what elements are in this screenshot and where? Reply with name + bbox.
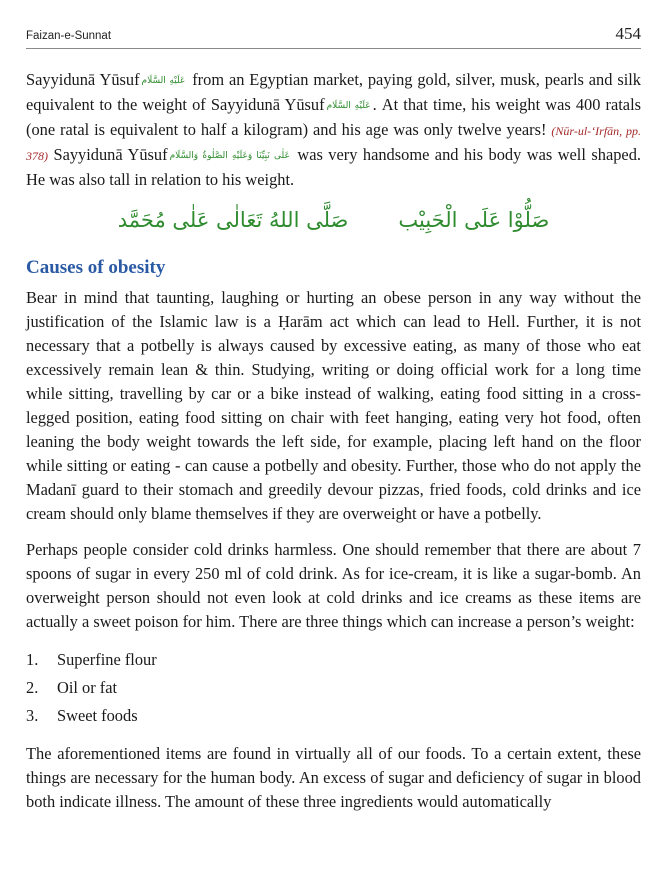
list-item (26, 702, 641, 730)
intro-text-1: Sayyidunā Yūsuf (26, 70, 140, 89)
intro-text-2: from an Egyptian market, paying gold, silver, musk, pearls and silk equivalent to the weight of Sayyidunā Yūsuf (26, 70, 641, 114)
honorific-2: عَلَيْهِ السَّلَام (326, 101, 371, 111)
intro-text-4: Sayyidunā Yūsuf (48, 145, 168, 164)
durood-line (26, 208, 641, 232)
list-number: 1. (26, 650, 39, 669)
running-header (26, 24, 641, 49)
honorific-3: عَلٰى نَبِيِّنَا وَعَلَيْهِ الصَّلٰوةُ وَالسَّلَام (169, 151, 290, 161)
intro-text-3: . At that time, his weight was 400 ratals (one ratal is equivalent to half a kilogram) and his age was only twelve years! (26, 95, 642, 139)
list-item (26, 674, 641, 702)
list-number: 3. (26, 706, 39, 725)
intro-text-5: was very handsome and his body was well shaped. He was also tall in relation to his weight. (26, 145, 641, 189)
page-content (26, 68, 641, 826)
durood-right: صَلَّى اللهُ تَعَالٰى عَلٰى مُحَمَّد (117, 208, 349, 232)
paragraph-causes: Bear in mind that taunting, laughing or hurting an obese person in any way without the justification of the Islamic law is a Ḥarām act which can lead to Hell. Further, it is not necessary that a potbelly is always caused by excessive eating, as many of those who eat excessively remain lean & thin. Studying, writing or doing official work for a long time while sitting, travelling by car or a bike instead of walking, eating food sitting in a cross-legged position, eating food sitting on chair with feet hanging, eating very hot food, often leaning the body weight towards the left side, for example, placing left hand on the floor while sitting or eating - can cause a potbelly and obesity. Further, those who do not apply the Madanī guard to their stomach and greedily devour pizzas, fried foods, cold drinks and ice cream should only blame themselves if they are overweight or have a potbelly. (26, 288, 641, 523)
intro-paragraph (26, 68, 641, 192)
book-title: Faizan-e-Sunnat (26, 30, 112, 42)
durood-left: صَلُّوْا عَلَى الْحَبِيْب (398, 208, 550, 232)
honorific-1: عَلَيْهِ السَّلَام (141, 76, 186, 86)
paragraph-ingredients: The aforementioned items are found in virtually all of our foods. To a certain extent, these things are necessary for the human body. An excess of sugar and deficiency of sugar in blood both indicate illness. The amount of these three ingredients would automatically (26, 744, 641, 811)
section-heading: Causes of obesity (26, 257, 166, 278)
list-number: 2. (26, 678, 39, 697)
list-text: Superfine flour (57, 650, 157, 669)
citation: (Nūr-ul-‘Irfān, pp. 378) (26, 124, 641, 163)
page-number: 454 (615, 24, 641, 43)
weight-factors-list (26, 646, 641, 730)
paragraph-cold-drinks: Perhaps people consider cold drinks harmless. One should remember that there are about 7 spoons of sugar in every 250 ml of cold drink. As for ice-cream, it is like a sugar-bomb. An overweight person should not even look at cold drinks and ice creams as these items are actually a sweet poison for him. There are three things which can increase a person’s weight: (26, 540, 641, 631)
list-item (26, 646, 641, 674)
list-text: Oil or fat (57, 678, 118, 697)
list-text: Sweet foods (57, 706, 138, 725)
